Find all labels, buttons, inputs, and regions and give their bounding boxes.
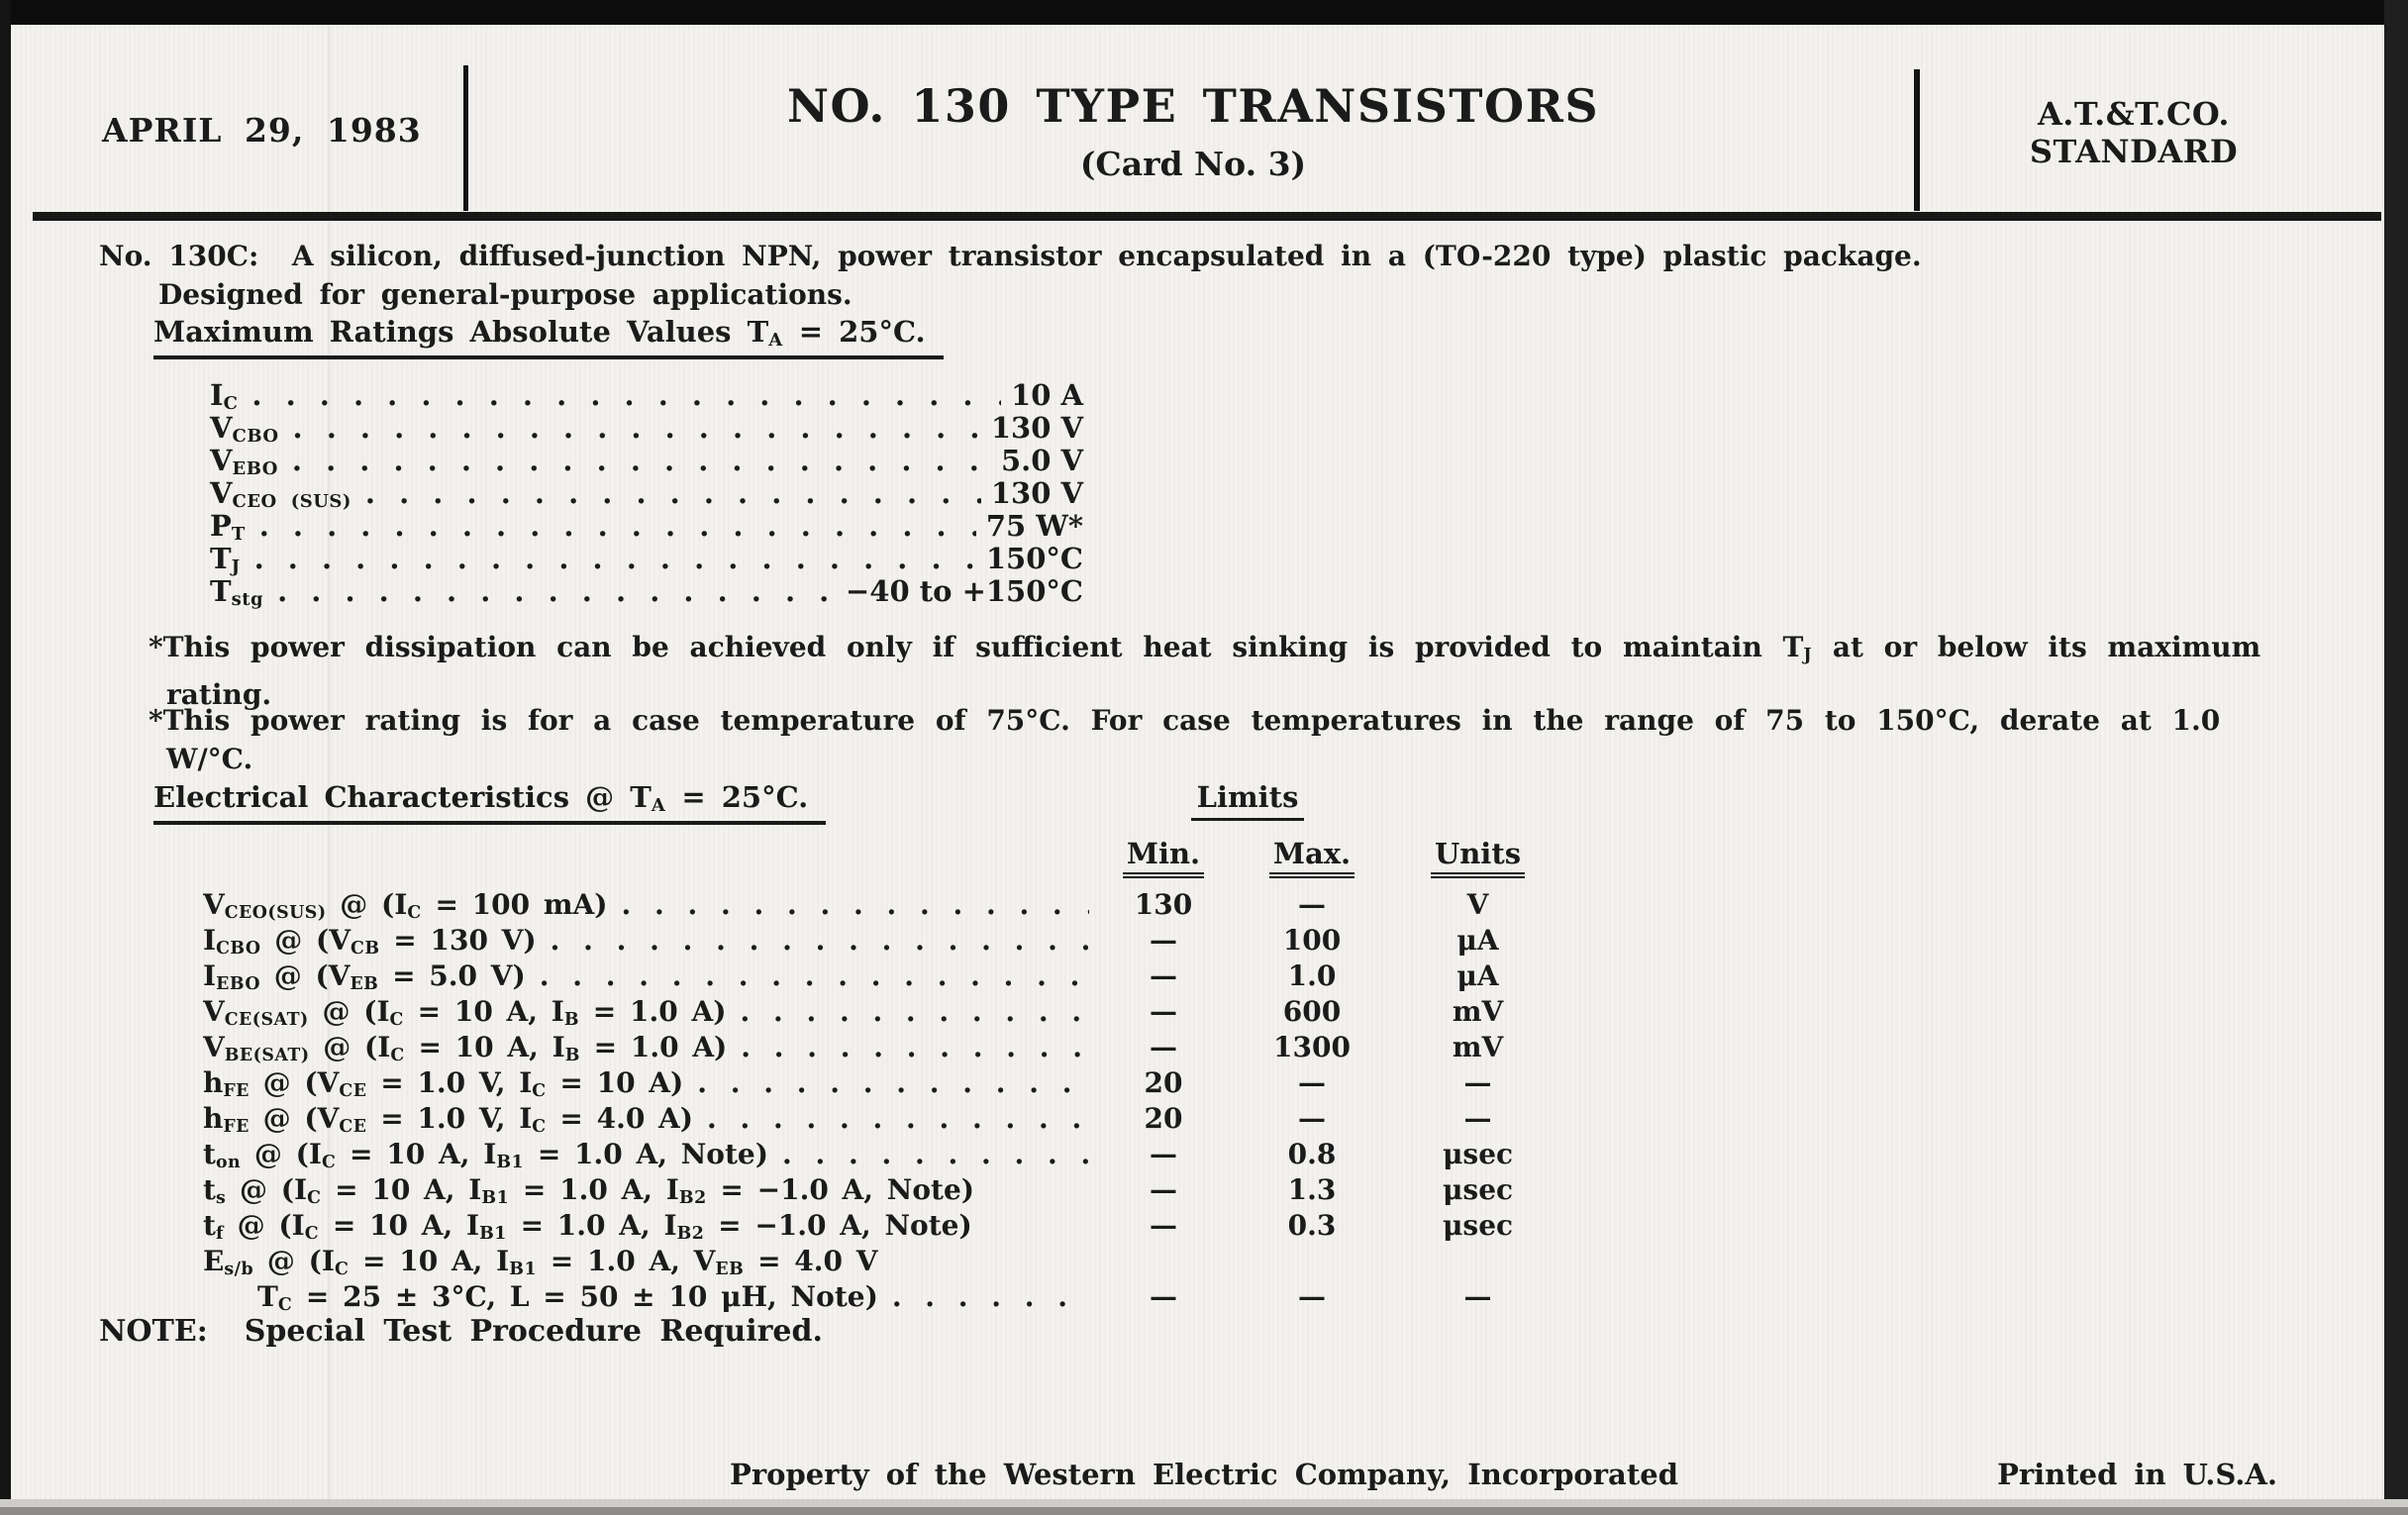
table-row [203,1245,1569,1280]
parameter-label: IEBO @ (VEB = 5.0 V) [203,960,526,994]
units-value: — [1463,1280,1492,1313]
electrical-table-body [203,888,1569,1316]
units-value: mV [1452,995,1504,1028]
table-row [203,1031,1569,1066]
rating-row [210,574,1083,610]
parameter-cell [203,960,1099,994]
dot-leader [292,444,991,477]
table-row [203,1209,1569,1245]
parameter-cell [203,1173,1099,1208]
parameter-label: VBE(SAT) @ (IC = 10 A, IB = 1.0 A) [203,1031,728,1065]
dot-leader [259,509,976,543]
parameter-label: Es/b @ (IC = 10 A, IB1 = 1.0 A, VEB = 4.0 V [203,1245,878,1279]
header-title-block [475,79,1911,183]
rating-value: −40 to +150°C [845,574,1083,608]
units-value: mV [1452,1031,1504,1063]
rating-value: 130 V [990,476,1083,510]
max-value: 600 [1282,995,1342,1028]
units-value: μsec [1442,1209,1514,1242]
rating-symbol: VCEO (SUS) [210,476,351,512]
scan-edge-top [0,0,2408,25]
dot-leader [365,476,981,510]
dot-leader [782,1138,1089,1170]
col-header-max: Max. [1228,837,1396,878]
rating-row [210,378,1083,414]
min-value: — [1150,924,1177,957]
parameter-cell [203,888,1099,923]
parameter-cell [203,1031,1099,1065]
rating-symbol: IC [210,378,239,414]
rating-symbol: Tstg [210,574,264,610]
footnote-heat-sinking: *This power dissipation can be achieved only if sufficient heat sinking is provided to maintain TJ at or below its maximum rating. [149,631,2261,711]
min-value: — [1150,1173,1177,1206]
rating-symbol: TJ [210,542,241,577]
parameter-label: VCEO(SUS) @ (IC = 100 mA) [203,888,608,923]
footer-printed-line: Printed in U.S.A. [1997,1458,2277,1491]
min-value: 20 [1144,1066,1183,1099]
parameter-label: ts @ (IC = 10 A, IB1 = 1.0 A, IB2 = −1.0 A, Note) [203,1173,975,1208]
parameter-label: hFE @ (VCE = 1.0 V, IC = 10 A) [203,1066,684,1101]
parameter-cell [203,995,1099,1030]
table-row [203,1173,1569,1209]
card-number: (Card No. 3) [1079,145,1307,183]
max-value: 1300 [1273,1031,1351,1063]
dot-leader [741,1031,1089,1063]
dot-leader [621,888,1089,921]
limits-header [1099,780,1396,821]
max-value: 0.3 [1287,1209,1337,1242]
electrical-heading: Electrical Characteristics @ TA = 25°C. [153,780,826,825]
rating-row [210,542,1083,577]
rating-value: 10 A [1011,378,1083,412]
org-stamp [2015,95,2253,170]
dot-leader [254,542,976,575]
header-rule [33,212,2381,221]
scan-edge-bottom [0,1499,2408,1515]
table-column-headers [203,837,1569,878]
rating-symbol: VCBO [210,411,279,447]
parameter-cell [203,1066,1099,1101]
footer-property-line: Property of the Western Electric Company, Incorporated [730,1458,1678,1491]
dot-leader [697,1066,1089,1099]
max-value: — [1298,1066,1326,1099]
min-value: — [1150,995,1177,1028]
footnote-derating: *This power rating is for a case temperature of 75°C. For case temperatures in the range of 75 to 150°C, derate at 1.0 W/°C. [149,704,2221,775]
rating-symbol: PT [210,509,246,545]
header-divider-right [1914,69,1920,211]
table-row [203,1066,1569,1102]
table-row [203,1280,1569,1316]
parameter-label: hFE @ (VCE = 1.0 V, IC = 4.0 A) [203,1102,694,1137]
header-divider-left [463,65,468,211]
org-line1: A.T.&T.CO. [2037,95,2231,133]
max-value: — [1298,888,1326,921]
dot-leader [892,1280,1089,1313]
parameter-label: ICBO @ (VCB = 130 V) [203,924,537,959]
parameter-cell [203,924,1099,959]
col-header-units: Units [1396,837,1559,878]
header-date: APRIL 29, 1983 [102,111,422,150]
min-value: — [1150,1138,1177,1170]
parameter-label: ton @ (IC = 10 A, IB1 = 1.0 A, Note) [203,1138,768,1172]
parameter-cell [203,1209,1099,1244]
dot-leader [293,411,981,445]
scan-edge-left [0,0,11,1515]
units-value: V [1466,888,1489,921]
parameter-label: tf @ (IC = 10 A, IB1 = 1.0 A, IB2 = −1.0 A, Note) [203,1209,972,1244]
rating-value: 75 W* [985,509,1083,543]
rating-symbol: VEBO [210,444,278,479]
min-value: 130 [1134,888,1193,921]
org-line2: STANDARD [2029,133,2239,170]
dot-leader [251,378,1001,412]
max-value: — [1298,1102,1326,1135]
rating-value: 130 V [990,411,1083,445]
special-test-note: NOTE: Special Test Procedure Required. [99,1314,823,1349]
rating-row [210,444,1083,479]
max-value: 1.3 [1287,1173,1337,1206]
electrical-table [203,780,1569,1316]
parameter-cell [203,1138,1099,1172]
device-description: No. 130C: A silicon, diffused-junction NPN, power transistor encapsulated in a (TO-220 type) plastic package. [99,240,1922,272]
units-value: — [1463,1102,1492,1135]
rating-row [210,411,1083,447]
dot-leader [540,960,1089,992]
min-value: — [1150,1280,1177,1313]
device-application: Designed for general-purpose applications. [158,278,853,311]
parameter-cell [203,1245,1099,1279]
dot-leader [551,924,1089,957]
units-value: μsec [1442,1173,1514,1206]
dot-leader [277,574,836,608]
units-value: — [1463,1066,1492,1099]
max-value: 1.0 [1287,960,1337,992]
units-value: μA [1456,924,1499,957]
table-row [203,1102,1569,1138]
min-value: — [1150,1031,1177,1063]
rating-row [210,476,1083,512]
parameter-label: VCE(SAT) @ (IC = 10 A, IB = 1.0 A) [203,995,727,1030]
table-row [203,1138,1569,1173]
table-row [203,995,1569,1031]
max-value: — [1298,1280,1326,1313]
page-title: NO. 130 TYPE TRANSISTORS [786,79,1600,133]
max-value: 0.8 [1287,1138,1337,1170]
rating-row [210,509,1083,545]
table-row [203,888,1569,924]
dot-leader [740,995,1089,1028]
max-ratings-list [210,378,1083,610]
parameter-cell [203,1102,1099,1137]
rating-value: 150°C [985,542,1083,575]
table-row [203,960,1569,995]
units-value: μA [1456,960,1499,992]
parameter-cell [203,1280,1099,1315]
rating-value: 5.0 V [1000,444,1083,477]
min-value: — [1150,960,1177,992]
max-value: 100 [1282,924,1342,957]
parameter-label: TC = 25 ± 3°C, L = 50 ± 10 μH, Note) [257,1280,878,1315]
col-header-min: Min. [1099,837,1228,878]
min-value: 20 [1144,1102,1183,1135]
max-ratings-section [153,315,944,359]
units-value: μsec [1442,1138,1514,1170]
dot-leader [707,1102,1089,1135]
limits-label: Limits [1191,780,1305,821]
table-row [203,924,1569,960]
min-value: — [1150,1209,1177,1242]
max-ratings-heading: Maximum Ratings Absolute Values TA = 25°C. [153,315,944,359]
